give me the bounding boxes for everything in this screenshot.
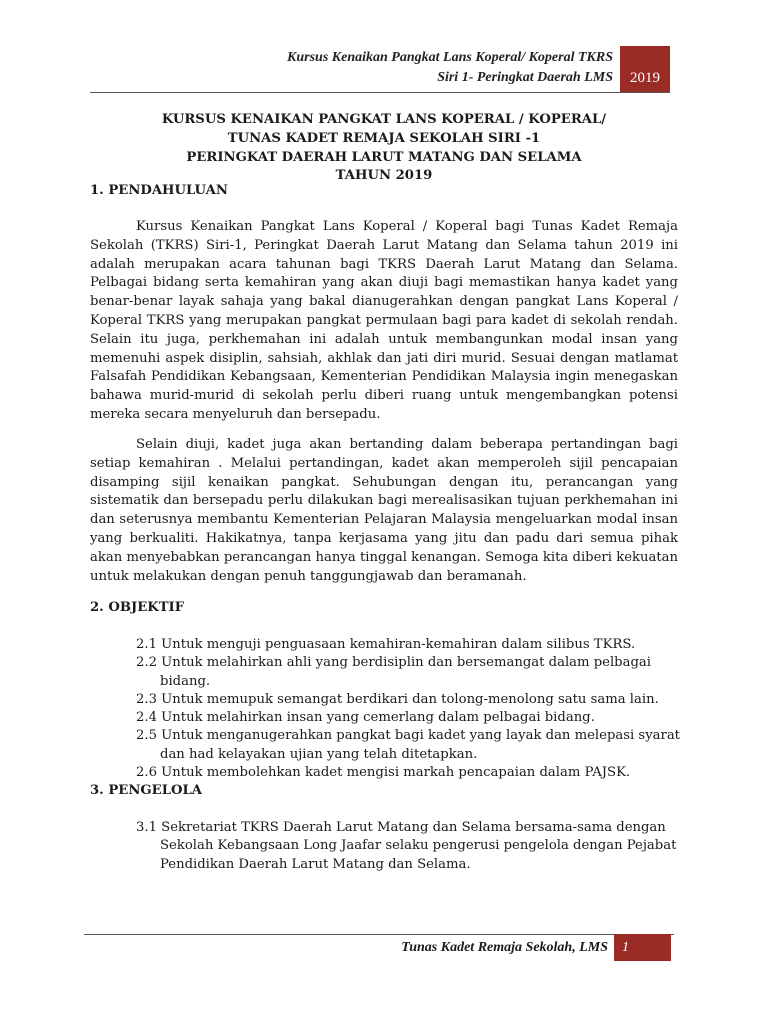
objective-item: 2.6 Untuk membolehkan kadet mengisi markah pencapaian dalam PAJSK.	[136, 765, 631, 781]
document-title-line-3: PERINGKAT DAERAH LARUT MATANG DAN SELAMA	[186, 150, 582, 165]
document-title-line-4: TAHUN 2019	[335, 168, 433, 183]
section-heading-objektif: 2. OBJEKTIF	[90, 600, 185, 615]
objective-item: 2.2 Untuk melahirkan ahli yang berdisiplin dan bersemangat dalam pelbagai bidang.	[136, 655, 652, 689]
header-divider	[90, 92, 670, 93]
paragraph-pendahuluan-2: Selain diuji, kadet juga akan bertanding dalam beberapa pertandingan bagi setiap kemahiran . Melalui pertandingan, kadet akan memperoleh sijil pencapaian disamping sijil kenaikan pangkat. Sehubungan dengan itu, perancangan yang sistematik dan bersepadu perlu dilakukan bagi merealisasikan tujuan perkhemahan ini dan seterusnya membantu Kementerian Pelajaran Malaysia mengeluarkan modal insan yang berkualiti. Hakikatnya, tanpa kerjasama yang jitu dan padu dari semua pihak akan menyebabkan perancangan hanya tinggal kenangan. Semoga kita diberi kekuatan untuk melakukan dengan penuh tanggungjawab dan beramanah.	[90, 437, 678, 584]
page-number-badge: 1	[614, 934, 671, 961]
section-heading-pengelola: 3. PENGELOLA	[90, 783, 202, 798]
section-heading-pendahuluan: 1. PENDAHULUAN	[90, 183, 228, 198]
objective-list	[136, 636, 681, 782]
header-title: Kursus Kenaikan Pangkat Lans Koperal/ Koperal TKRS	[287, 50, 613, 65]
organizer-item: 3.1 Sekretariat TKRS Daerah Larut Matang dan Selama bersama-sama dengan Sekolah Kebangsaan Long Jaafar selaku pengerusi pengelola dengan Pejabat Pendidikan Daerah Larut Matang dan Selama.	[136, 820, 677, 872]
document-title-line-2: TUNAS KADET REMAJA SEKOLAH SIRI -1	[227, 131, 541, 146]
objective-item: 2.3 Untuk memupuk semangat berdikari dan tolong-menolong satu sama lain.	[136, 691, 659, 707]
objective-item: 2.4 Untuk melahirkan insan yang cemerlang dalam pelbagai bidang.	[136, 710, 595, 726]
objective-item: 2.5 Untuk menganugerahkan pangkat bagi kadet yang layak dan melepasi syarat dan had kelayakan ujian yang telah ditetapkan.	[136, 728, 680, 762]
objective-item: 2.1 Untuk menguji penguasaan kemahiran-kemahiran dalam silibus TKRS.	[136, 637, 636, 652]
header-year-badge: 2019	[620, 46, 670, 92]
document-title-line-1: KURSUS KENAIKAN PANGKAT LANS KOPERAL / KOPERAL/	[161, 112, 607, 127]
header-subtitle: Siri 1- Peringkat Daerah LMS	[437, 70, 613, 85]
paragraph-pendahuluan-1: Kursus Kenaikan Pangkat Lans Koperal / Koperal bagi Tunas Kadet Remaja Sekolah (TKRS) Siri-1, Peringkat Daerah Larut Matang dan Selama tahun 2019 ini adalah merupakan acara tahunan bagi TKRS Daerah Larut Matang dan Selama. Pelbagai bidang serta kemahiran yang akan diuji bagi memastikan hanya kadet yang benar-benar layak sahaja yang bakal dianugerahkan dengan pangkat Lans Koperal / Koperal TKRS yang merupakan pangkat permulaan bagi para kadet di sekolah rendah. Selain itu juga, perkhemahan ini adalah untuk membangunkan modal insan yang memenuhi aspek disiplin, sahsiah, akhlak dan jati diri murid. Sesuai dengan matlamat Falsafah Pendidikan Kebangsaan, Kementerian Pendidikan Malaysia ingin menegaskan bahawa murid-murid di sekolah perlu diberi ruang untuk mengembangkan potensi mereka secara menyeluruh dan bersepadu.	[90, 219, 678, 422]
footer-text: Tunas Kadet Remaja Sekolah, LMS	[401, 940, 608, 955]
footer-divider	[84, 934, 674, 935]
organizer-list	[136, 819, 681, 874]
